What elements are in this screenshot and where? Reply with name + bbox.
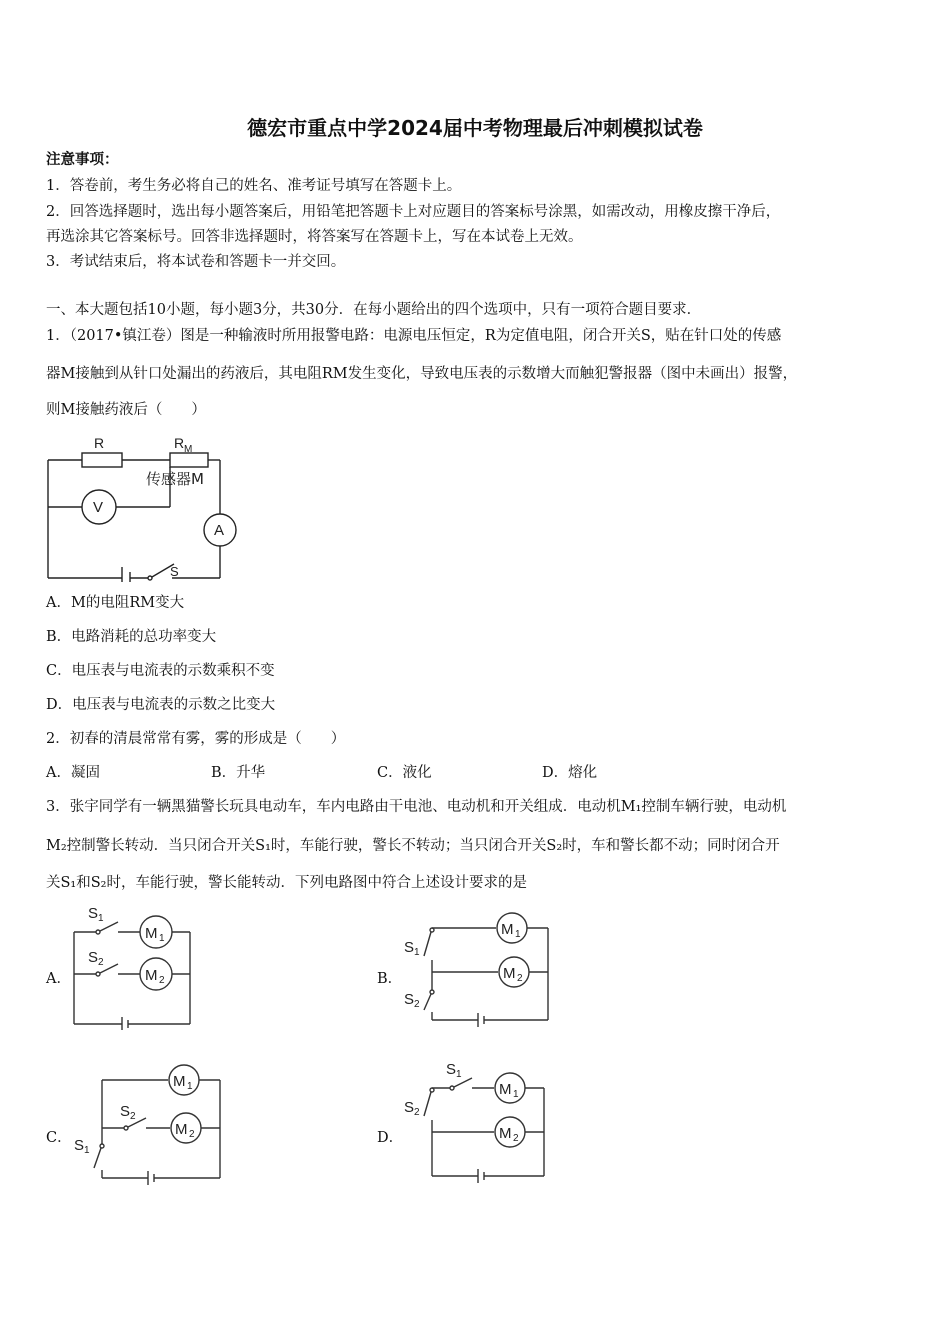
circuit-c-m1-label: M [173, 1073, 186, 1090]
circuit-a-s2-sub: 2 [98, 957, 104, 968]
q3-label-d: D． [377, 1130, 404, 1146]
q3-label-a: A． [46, 971, 71, 987]
circuit-c-s1-sub: 1 [84, 1145, 90, 1156]
q2-option-a: A．凝固 [46, 765, 100, 781]
q1-circuit-diagram [42, 430, 247, 582]
circuit-a-m1-sub: 1 [159, 933, 165, 944]
q2-stem: 2．初春的清晨常常有雾，雾的形成是（ ） [46, 731, 346, 747]
circuit-d-s2-label: S [404, 1099, 415, 1116]
circuit-b-m1-label: M [501, 921, 514, 938]
circuit-b-m1-sub: 1 [515, 929, 521, 940]
circuit-b-s2-label: S [404, 991, 415, 1008]
circuit-b-s2-sub: 2 [414, 999, 420, 1010]
q2-option-b: B．升华 [211, 765, 266, 781]
circuit-a-s1-sub: 1 [98, 913, 104, 924]
label-sensor: 传感器M [146, 470, 204, 488]
label-a: A [214, 522, 225, 539]
q1-option-a: A．M的电阻RM变大 [46, 595, 185, 611]
q3-stem-line-2: M₂控制警长转动．当只闭合开关S₁时，车能行驶，警长不转动；当只闭合开关S₂时，车和警长都不动；同时闭合开 [46, 838, 780, 854]
circuit-a-m2-label: M [145, 967, 158, 984]
q1-option-d: D．电压表与电流表的示数之比变大 [46, 697, 276, 713]
circuit-c-m2-sub: 2 [189, 1129, 195, 1140]
circuit-c-s1-label: S [74, 1137, 85, 1154]
circuit-b-s1-label: S [404, 939, 415, 956]
circuit-b-m2-label: M [503, 965, 516, 982]
q2-option-d: D．熔化 [542, 765, 598, 781]
circuit-d-m2-sub: 2 [513, 1133, 519, 1144]
circuit-a-s1-label: S [88, 905, 99, 922]
notice-item-1: 1．答卷前，考生务必将自己的姓名、准考证号填写在答题卡上。 [46, 178, 462, 194]
circuit-c-s2-sub: 2 [130, 1111, 136, 1122]
circuit-b-m2-sub: 2 [517, 973, 523, 984]
section-heading: 一、本大题包括10小题，每小题3分，共30分．在每小题给出的四个选项中，只有一项符合题目要求． [46, 302, 702, 318]
notice-item-2-cont: 再选涂其它答案标号。回答非选择题时，将答案写在答题卡上，写在本试卷上无效。 [46, 229, 583, 245]
circuit-b [400, 910, 555, 1028]
q3-stem-line-1: 3．张宇同学有一辆黑猫警长玩具电动车，车内电路由干电池、电动机和开关组成．电动机M₁控制车辆行驶，电动机 [46, 799, 787, 815]
circuit-d-s2-sub: 2 [414, 1107, 420, 1118]
circuit-c-m1-sub: 1 [187, 1081, 193, 1092]
q1-option-b: B．电路消耗的总功率变大 [46, 629, 217, 645]
q3-label-b: B． [377, 971, 403, 987]
label-rm: R [174, 435, 185, 451]
circuit-a [66, 898, 198, 1030]
notice-item-2: 2．回答选择题时，选出每小题答案后，用铅笔把答题卡上对应题目的答案标号涂黑，如需改动，用橡皮擦干净后， [46, 204, 781, 220]
resistor-r [82, 453, 122, 467]
q1-stem-line-2: 器M接触到从针口处漏出的药液后，其电阻RM发生变化，导致电压表的示数增大而触犯警报器（图中未画出）报警， [46, 366, 798, 382]
notice-heading: 注意事项： [46, 151, 119, 168]
circuit-c [72, 1060, 232, 1188]
circuit-c-m2-label: M [175, 1121, 188, 1138]
label-r: R [94, 435, 105, 451]
page-title: 德宏市重点中学2024届中考物理最后冲刺模拟试卷 [247, 116, 703, 140]
q2-option-c: C．液化 [377, 765, 432, 781]
label-v: V [93, 499, 104, 516]
circuit-a-m1-label: M [145, 925, 158, 942]
sensor-rm [170, 453, 208, 467]
label-rm-sub: M [184, 444, 193, 455]
circuit-d [400, 1058, 552, 1184]
q1-stem-line-3: 则M接触药液后（ ） [46, 402, 206, 418]
circuit-d-m2-label: M [499, 1125, 512, 1142]
q1-stem-line-1: 1．（2017•镇江卷）图是一种输液时所用报警电路：电源电压恒定，R为定值电阻，闭合开关S，贴在针口处的传感 [46, 328, 782, 344]
notice-item-3: 3．考试结束后，将本试卷和答题卡一并交回。 [46, 254, 346, 270]
circuit-a-s2-label: S [88, 949, 99, 966]
q3-label-c: C． [46, 1130, 72, 1146]
label-s: S [170, 564, 179, 579]
circuit-c-s2-label: S [120, 1103, 131, 1120]
circuit-d-s1-sub: 1 [456, 1069, 462, 1080]
circuit-d-m1-label: M [499, 1081, 512, 1098]
circuit-b-s1-sub: 1 [414, 947, 420, 958]
q1-option-c: C．电压表与电流表的示数乘积不变 [46, 663, 275, 679]
q3-stem-line-3: 关S₁和S₂时，车能行驶，警长能转动．下列电路图中符合上述设计要求的是 [46, 875, 527, 891]
circuit-a-m2-sub: 2 [159, 975, 165, 986]
circuit-d-m1-sub: 1 [513, 1089, 519, 1100]
circuit-d-s1-label: S [446, 1061, 457, 1078]
